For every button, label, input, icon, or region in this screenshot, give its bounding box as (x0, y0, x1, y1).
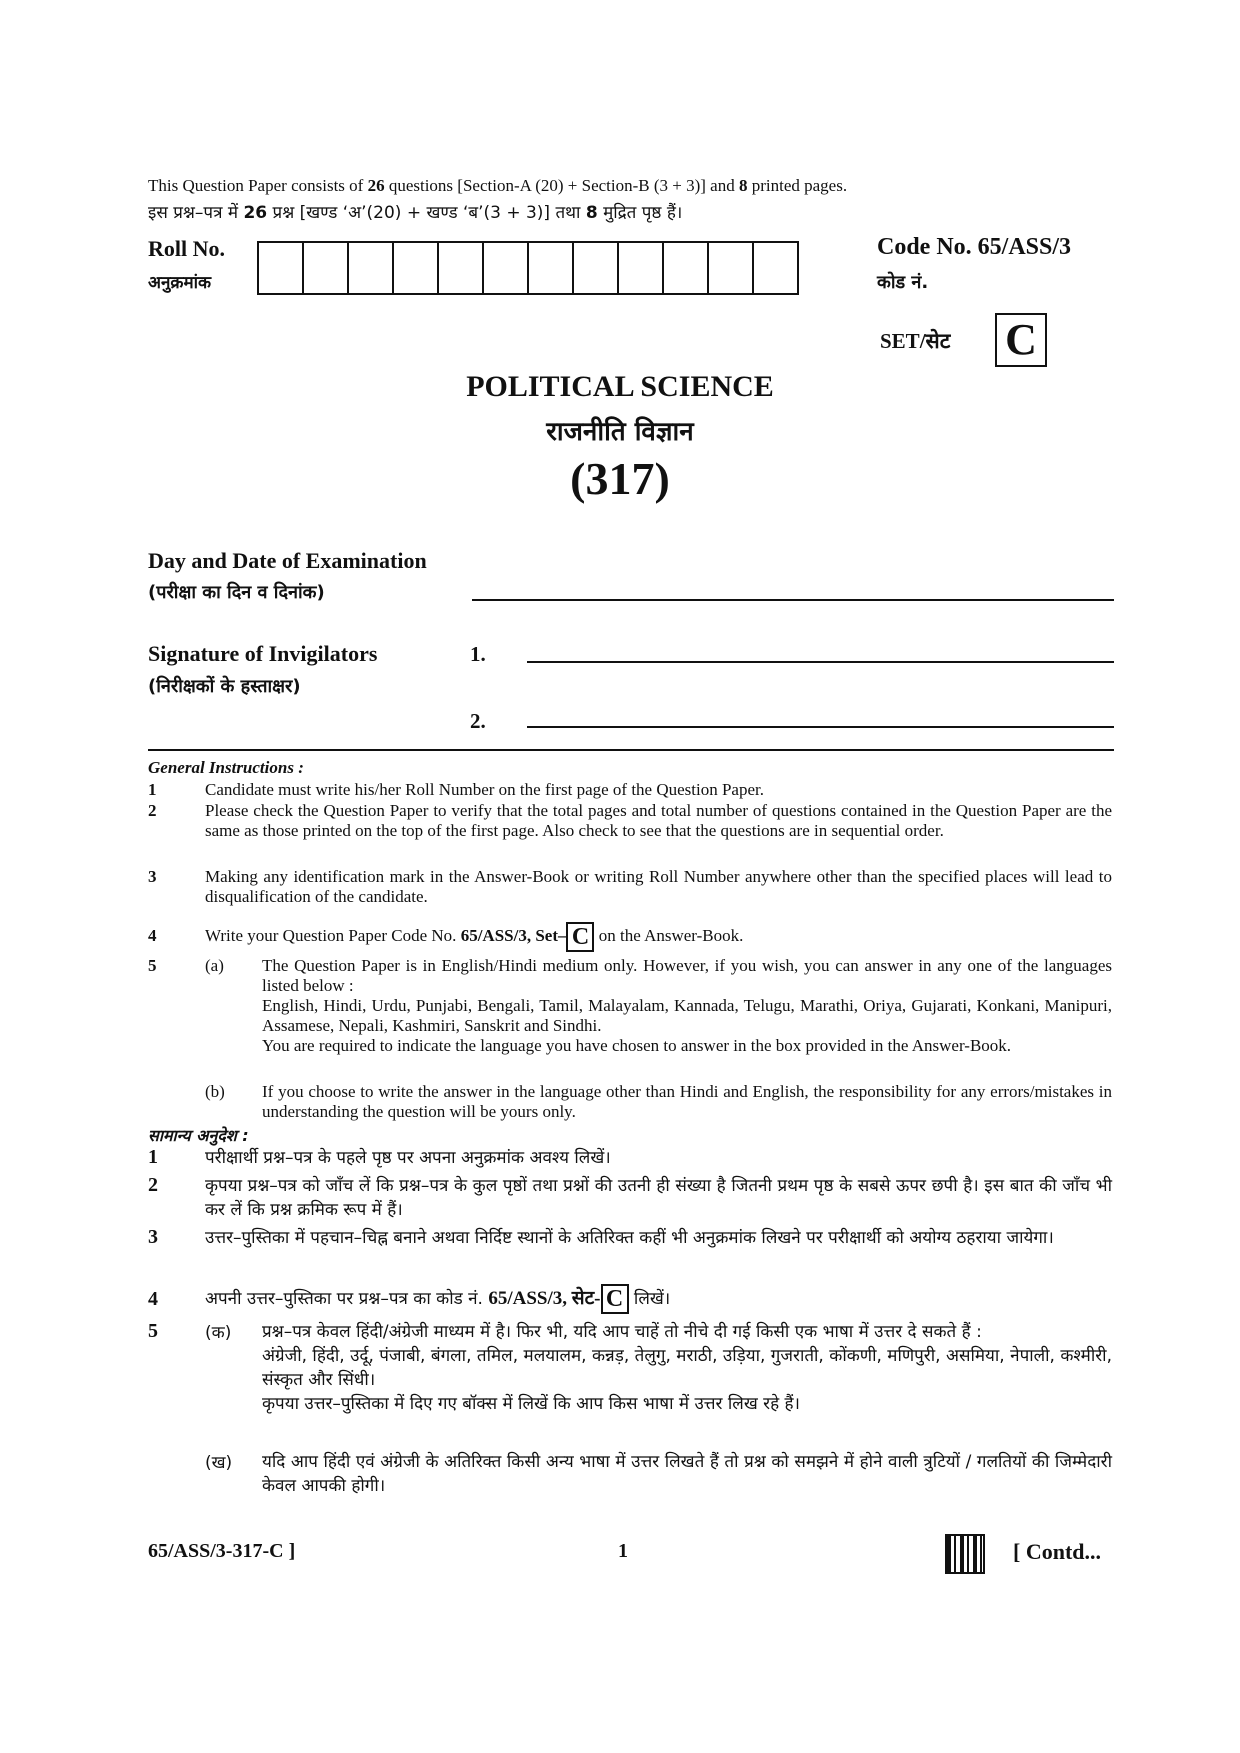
roll-digit-box[interactable] (662, 243, 707, 293)
instruction-text: Making any identification mark in the Answer-Book or writing Roll Number anywhere other than the specified places will lead to disqualification of the candidate. (205, 867, 1112, 906)
hindi-instructions-heading: सामान्य अनुदेश : (148, 1126, 249, 1145)
exam-date-label-en: Day and Date of Examination (148, 548, 427, 573)
roll-digit-box[interactable] (347, 243, 392, 293)
instruction-number: 3 (148, 1226, 158, 1248)
set-box: C (566, 922, 594, 952)
roll-digit-box[interactable] (617, 243, 662, 293)
instruction-number: 5 (148, 1320, 158, 1342)
subject-code: (317) (570, 453, 670, 504)
instruction-number: 3 (148, 867, 157, 886)
instruction-text: प्रश्न–पत्र केवल हिंदी/अंग्रेजी माध्यम में है। फिर भी, यदि आप चाहें तो नीचे दी गई किसी एक भाषा में उत्तर दे सकते हैं : अंग्रेजी, हिंदी, उर्दू, पंजाबी, बंगला, तमिल, मलयालम, कन्नड़, तेलुगु, मराठी, उड़िया, गुजराती, कोंकणी, मणिपुरी, असमिया, नेपाली, कश्मीरी, संस्कृत और सिंधी। कृपया उत्तर–पुस्तिका में दिए गए बॉक्स में लिखें कि आप किस भाषा में उत्तर लिख रहे हैं। (262, 1322, 1112, 1414)
invigilator-2-label: 2. (470, 709, 486, 733)
roll-digit-box[interactable] (259, 243, 302, 293)
instruction-text: उत्तर–पुस्तिका में पहचान–चिह्न बनाने अथवा निर्दिष्ट स्थानों के अतिरिक्त कहीं भी अनुक्रमांक लिखने पर परीक्षार्थी को अयोग्य ठहराया जायेगा। (205, 1228, 1054, 1248)
instruction-number: 4 (148, 926, 157, 945)
footer-code: 65/ASS/3-317-C ] (148, 1540, 296, 1562)
instruction-number: 2 (148, 801, 157, 820)
instruction-number: 2 (148, 1174, 158, 1196)
invigilator-label-hi: (निरीक्षकों के हस्ताक्षर) (148, 676, 301, 697)
instruction-number: 5 (148, 956, 157, 975)
instruction-text: परीक्षार्थी प्रश्न–पत्र के पहले पृष्ठ पर अपना अनुक्रमांक अवश्य लिखें। (205, 1148, 611, 1168)
general-instructions-heading: General Instructions : (148, 758, 304, 777)
subject-title-hi: राजनीति विज्ञान (546, 417, 694, 447)
invigilator-label-en: Signature of Invigilators (148, 641, 378, 666)
roll-digit-box[interactable] (392, 243, 437, 293)
set-badge: C (995, 313, 1047, 367)
instruction-text: If you choose to write the answer in the language other than Hindi and English, the responsibility for any errors/mistakes in understanding the question will be yours only. (262, 1082, 1112, 1121)
sub-label: (ख) (205, 1453, 233, 1473)
set-box: C (601, 1284, 629, 1314)
page-number: 1 (618, 1540, 628, 1562)
roll-digit-box[interactable] (707, 243, 752, 293)
invigilator-1-label: 1. (470, 642, 486, 666)
sub-label: (b) (205, 1082, 225, 1101)
roll-digit-box[interactable] (572, 243, 617, 293)
roll-label-hi: अनुक्रमांक (148, 273, 212, 293)
roll-digit-box[interactable] (302, 243, 347, 293)
instruction-text: यदि आप हिंदी एवं अंग्रेजी के अतिरिक्त किसी अन्य भाषा में उत्तर लिखते हैं तो प्रश्न को समझने में होने वाली त्रुटियों / गलतियों की जिम्मेदारी केवल आपकी होगी। (262, 1452, 1112, 1496)
roll-label-en: Roll No. (148, 236, 225, 261)
roll-digit-box[interactable] (437, 243, 482, 293)
invigilator-2-line[interactable] (527, 726, 1114, 728)
instruction-text: Candidate must write his/her Roll Number on the first page of the Question Paper. (205, 780, 764, 799)
divider (148, 749, 1114, 751)
roll-digit-box[interactable] (482, 243, 527, 293)
sub-label: (क) (205, 1323, 232, 1343)
instruction-text: Write your Question Paper Code No. 65/ASS/3, Set– C on the Answer-Book. (205, 924, 744, 950)
exam-date-line[interactable] (472, 599, 1114, 601)
code-number: Code No. 65/ASS/3 (877, 234, 1072, 260)
question-count-en: This Question Paper consists of 26 questions [Section-A (20) + Section-B (3 + 3)] and 8 printed pages. (148, 176, 848, 195)
instruction-text: अपनी उत्तर–पुस्तिका पर प्रश्न–पत्र का कोड नं. 65/ASS/3, सेट- C लिखें। (205, 1286, 671, 1312)
instruction-number: 1 (148, 780, 157, 799)
continued-label: [ Contd... (1013, 1539, 1102, 1564)
qr-code-icon (945, 1534, 985, 1574)
instruction-text: The Question Paper is in English/Hindi medium only. However, if you wish, you can answer in any one of the languages listed below : English, Hindi, Urdu, Punjabi, Bengali, Tamil, Malayalam, Kannada, Telugu, Marathi, Oriya, Gujarati, Konkani, Manipuri, Assamese, Nepali, Kashmiri, Sanskrit and Sindhi. You are required to indicate the language you have chosen to answer in the box provided in the Answer-Book. (262, 956, 1112, 1055)
instruction-number: 4 (148, 1288, 158, 1310)
sub-label: (a) (205, 956, 224, 975)
instruction-text: कृपया प्रश्न–पत्र को जाँच लें कि प्रश्न–पत्र के कुल पृष्ठों तथा प्रश्नों की उतनी ही संख्या है जितनी प्रथम पृष्ठ के सबसे ऊपर छपी है। इस बात की जाँच भी कर लें कि प्रश्न क्रमिक रूप में हैं। (205, 1176, 1112, 1220)
roll-digit-box[interactable] (527, 243, 572, 293)
instruction-text: Please check the Question Paper to verify that the total pages and total number of questions contained in the Question Paper are the same as those printed on the top of the first page. Also check to see that the questions are in sequential order. (205, 801, 1112, 840)
invigilator-1-line[interactable] (527, 661, 1114, 663)
set-label: SET/सेट (880, 329, 951, 353)
subject-title-en: POLITICAL SCIENCE (466, 370, 774, 403)
instruction-number: 1 (148, 1146, 158, 1168)
roll-number-boxes[interactable] (257, 241, 799, 295)
question-count-hi: इस प्रश्न–पत्र में 26 प्रश्न [खण्ड ‘अ’(20) + खण्ड ‘ब’(3 + 3)] तथा 8 मुद्रित पृष्ठ हैं। (148, 203, 683, 223)
roll-digit-box[interactable] (752, 243, 797, 293)
code-label-hi: कोड नं. (877, 272, 929, 293)
exam-date-label-hi: (परीक्षा का दिन व दिनांक) (148, 582, 325, 603)
